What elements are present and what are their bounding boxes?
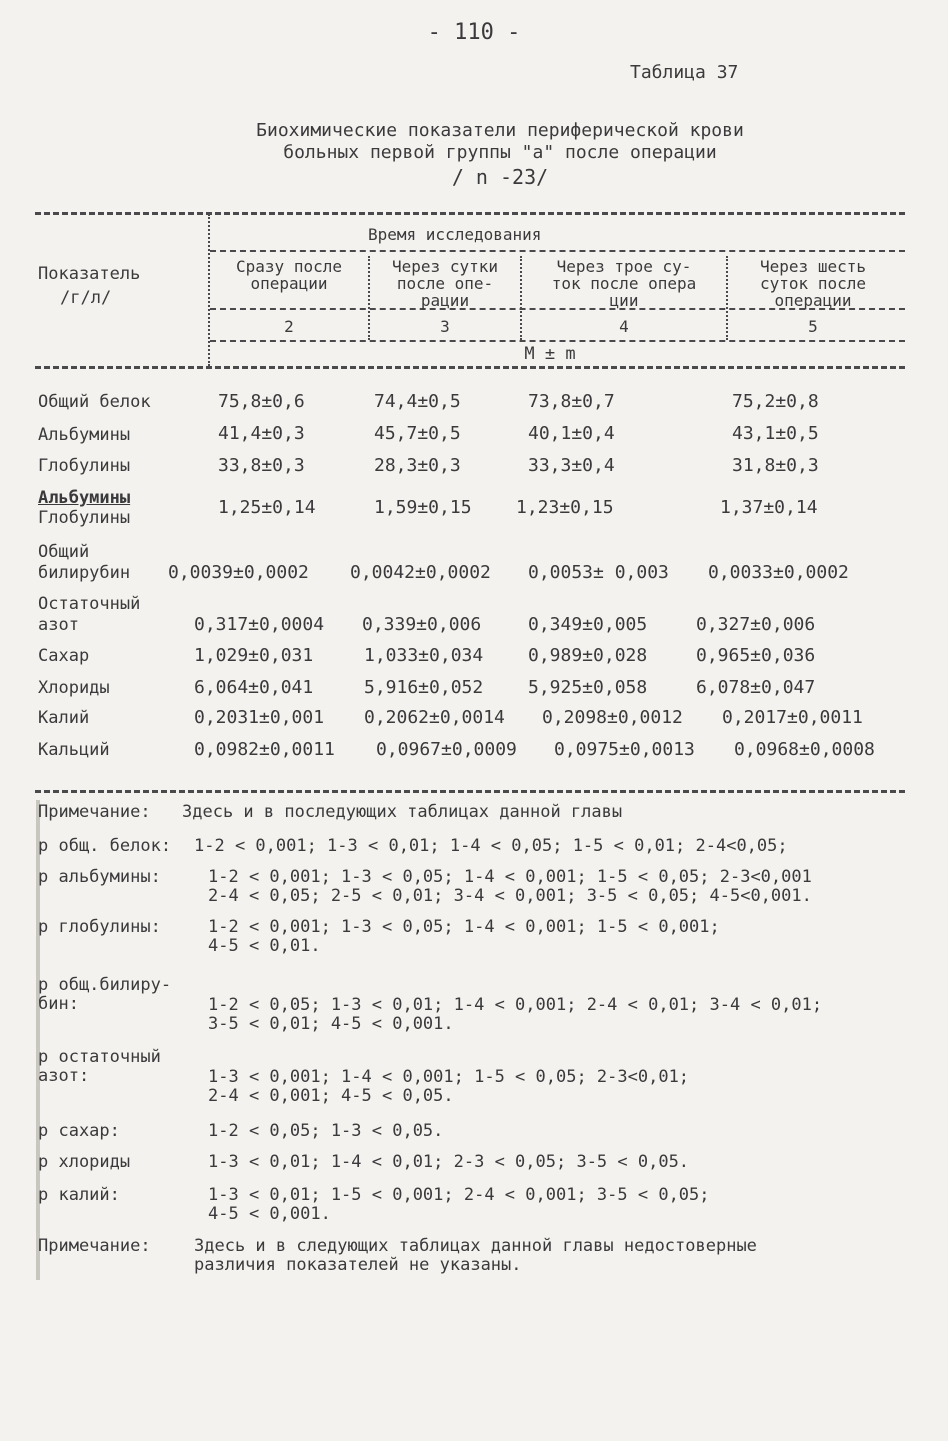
p-kaliy-values-2: 4-5 < 0,001. [208,1204,331,1224]
page-number: - 110 - [427,20,521,45]
note-1-head: Примечание: [38,802,151,822]
cell-col-2: 75,8±0,6 [218,391,305,412]
cell-col-3: 0,339±0,006 [362,614,482,635]
row-label-denominator: Глобулины [38,508,131,528]
header-indicator: Показатель [38,264,141,284]
cell-col-4: 0,0975±0,0013 [554,739,695,760]
table-title-line2: больных первой группы "а" после операции [283,142,717,163]
cell-col-3: 1,033±0,034 [364,645,484,666]
p-globulin-values-2: 4-5 < 0,01. [208,936,321,956]
p-belok-values: 1-2 < 0,001; 1-3 < 0,01; 1-4 < 0,05; 1-5 < 0,01; 2-4<0,05; [194,836,788,856]
p-kaliy-values-1: 1-3 < 0,01; 1-5 < 0,001; 2-4 < 0,001; 3-5 < 0,05; [208,1185,710,1205]
cell-col-5: 6,078±0,047 [696,677,816,698]
p-belok-label: р общ. белок: [38,836,172,856]
cell-col-4: 0,989±0,028 [528,645,648,666]
header-bottom-rule [35,366,905,369]
header-col-3: Через сутки после опе- рации [392,257,498,310]
cell-col-4: 40,1±0,4 [528,423,615,444]
row-label: Калий [38,708,90,728]
row-label: Хлориды [38,678,110,698]
header-col-2: Сразу после операции [236,257,342,293]
cell-col-3: 74,4±0,5 [374,391,461,412]
cell-col-2: 41,4±0,3 [218,423,305,444]
cell-col-3: 0,0967±0,0009 [376,739,517,760]
cell-col-5: 0,965±0,036 [696,645,816,666]
cell-col-5: 75,2±0,8 [732,391,819,412]
row-label-line2: билирубин [38,563,131,583]
row-label: Сахар [38,646,90,666]
row-label: Альбумины [38,425,131,445]
row-label-line2: азот [38,615,79,635]
cell-col-2: 33,8±0,3 [218,455,305,476]
cell-col-5: 0,0033±0,0002 [708,562,849,583]
header-unit: /г/л/ [60,288,112,308]
cell-col-3: 0,0042±0,0002 [350,562,491,583]
p-bilirubin-values-2: 3-5 < 0,01; 4-5 < 0,001. [208,1014,454,1034]
p-hlor-values: 1-3 < 0,01; 1-4 < 0,01; 2-3 < 0,05; 3-5 < 0,05. [208,1152,690,1172]
p-albumin-values-2: 2-4 < 0,05; 2-5 < 0,01; 3-4 < 0,001; 3-5 < 0,05; 4-5<0,001. [208,886,812,906]
cell-col-5: 0,327±0,006 [696,614,816,635]
p-bilirubin-label-2: бин: [38,994,79,1014]
cell-col-2: 1,25±0,14 [218,497,316,518]
header-col-5: Через шесть суток после операции [760,257,866,310]
p-hlor-label: р хлориды [38,1152,131,1172]
p-sahar-values: 1-2 < 0,05; 1-3 < 0,05. [208,1121,444,1141]
table-number: Таблица 37 [630,62,739,83]
p-azot-values-2: 2-4 < 0,001; 4-5 < 0,05. [208,1086,454,1106]
table-bottom-rule [35,790,905,793]
header-rule-1 [210,250,905,252]
cell-col-2: 0,2031±0,001 [194,707,325,728]
header-rule-3 [210,340,905,342]
row-label-numerator: Альбумины [38,488,131,508]
p-globulin-label: р глобулины: [38,917,161,937]
p-azot-label-2: азот: [38,1066,90,1086]
cell-col-2: 1,029±0,031 [194,645,314,666]
p-azot-values-1: 1-3 < 0,001; 1-4 < 0,001; 1-5 < 0,05; 2-3<0,01; [208,1067,690,1087]
col-number-2: 2 [284,317,294,336]
p-bilirubin-label-1: р общ.билиру- [38,975,172,995]
p-bilirubin-values-1: 1-2 < 0,05; 1-3 < 0,01; 1-4 < 0,001; 2-4 < 0,01; 3-4 < 0,01; [208,995,823,1015]
note-1-text: Здесь и в последующих таблицах данной главы [182,802,623,822]
row-label: Общий белок [38,392,151,412]
col-number-5: 5 [808,317,818,336]
header-top-rule [35,212,905,215]
p-albumin-values-1: 1-2 < 0,001; 1-3 < 0,05; 1-4 < 0,001; 1-5 < 0,05; 2-3<0,001 [208,867,812,887]
p-globulin-values-1: 1-2 < 0,001; 1-3 < 0,05; 1-4 < 0,001; 1-5 < 0,001; [208,917,720,937]
cell-col-4: 33,3±0,4 [528,455,615,476]
p-sahar-label: р сахар: [38,1121,120,1141]
cell-col-4: 5,925±0,058 [528,677,648,698]
cell-col-3: 45,7±0,5 [374,423,461,444]
cell-col-4: 1,23±0,15 [516,497,614,518]
cell-col-5: 43,1±0,5 [732,423,819,444]
cell-col-3: 28,3±0,3 [374,455,461,476]
cell-col-5: 0,0968±0,0008 [734,739,875,760]
row-label: Кальций [38,740,110,760]
row-label-line1: Общий [38,542,90,562]
row-label-line1: Остаточный [38,594,141,614]
cell-col-5: 31,8±0,3 [732,455,819,476]
cell-col-4: 0,0053± 0,003 [528,562,669,583]
mean-error-label: M ± m [524,344,576,364]
cell-col-2: 6,064±0,041 [194,677,314,698]
cell-col-3: 1,59±0,15 [374,497,472,518]
table-title-line1: Биохимические показатели периферической крови [256,120,744,141]
cell-col-2: 0,0982±0,0011 [194,739,335,760]
cell-col-2: 0,0039±0,0002 [168,562,309,583]
cell-col-3: 5,916±0,052 [364,677,484,698]
header-time-caption: Время исследования [368,225,542,244]
cell-col-4: 73,8±0,7 [528,391,615,412]
table-title-n: / n -23/ [451,165,549,189]
header-divider [208,214,210,366]
col-number-3: 3 [440,317,450,336]
p-kaliy-label: р калий: [38,1185,120,1205]
note-2-text-1: Здесь и в следующих таблицах данной главы недостоверные [194,1236,757,1256]
cell-col-5: 0,2017±0,0011 [722,707,863,728]
note-2-text-2: различия показателей не указаны. [194,1255,522,1275]
note-2-head: Примечание: [38,1236,151,1256]
cell-col-4: 0,2098±0,0012 [542,707,683,728]
col-number-4: 4 [619,317,629,336]
cell-col-2: 0,317±0,0004 [194,614,325,635]
p-azot-label-1: р остаточный [38,1047,161,1067]
cell-col-5: 1,37±0,14 [720,497,818,518]
header-col-4: Через трое су- ток после опера ции [551,257,697,310]
cell-col-3: 0,2062±0,0014 [364,707,505,728]
cell-col-4: 0,349±0,005 [528,614,648,635]
row-label: Глобулины [38,456,131,476]
p-albumin-label: р альбумины: [38,867,161,887]
